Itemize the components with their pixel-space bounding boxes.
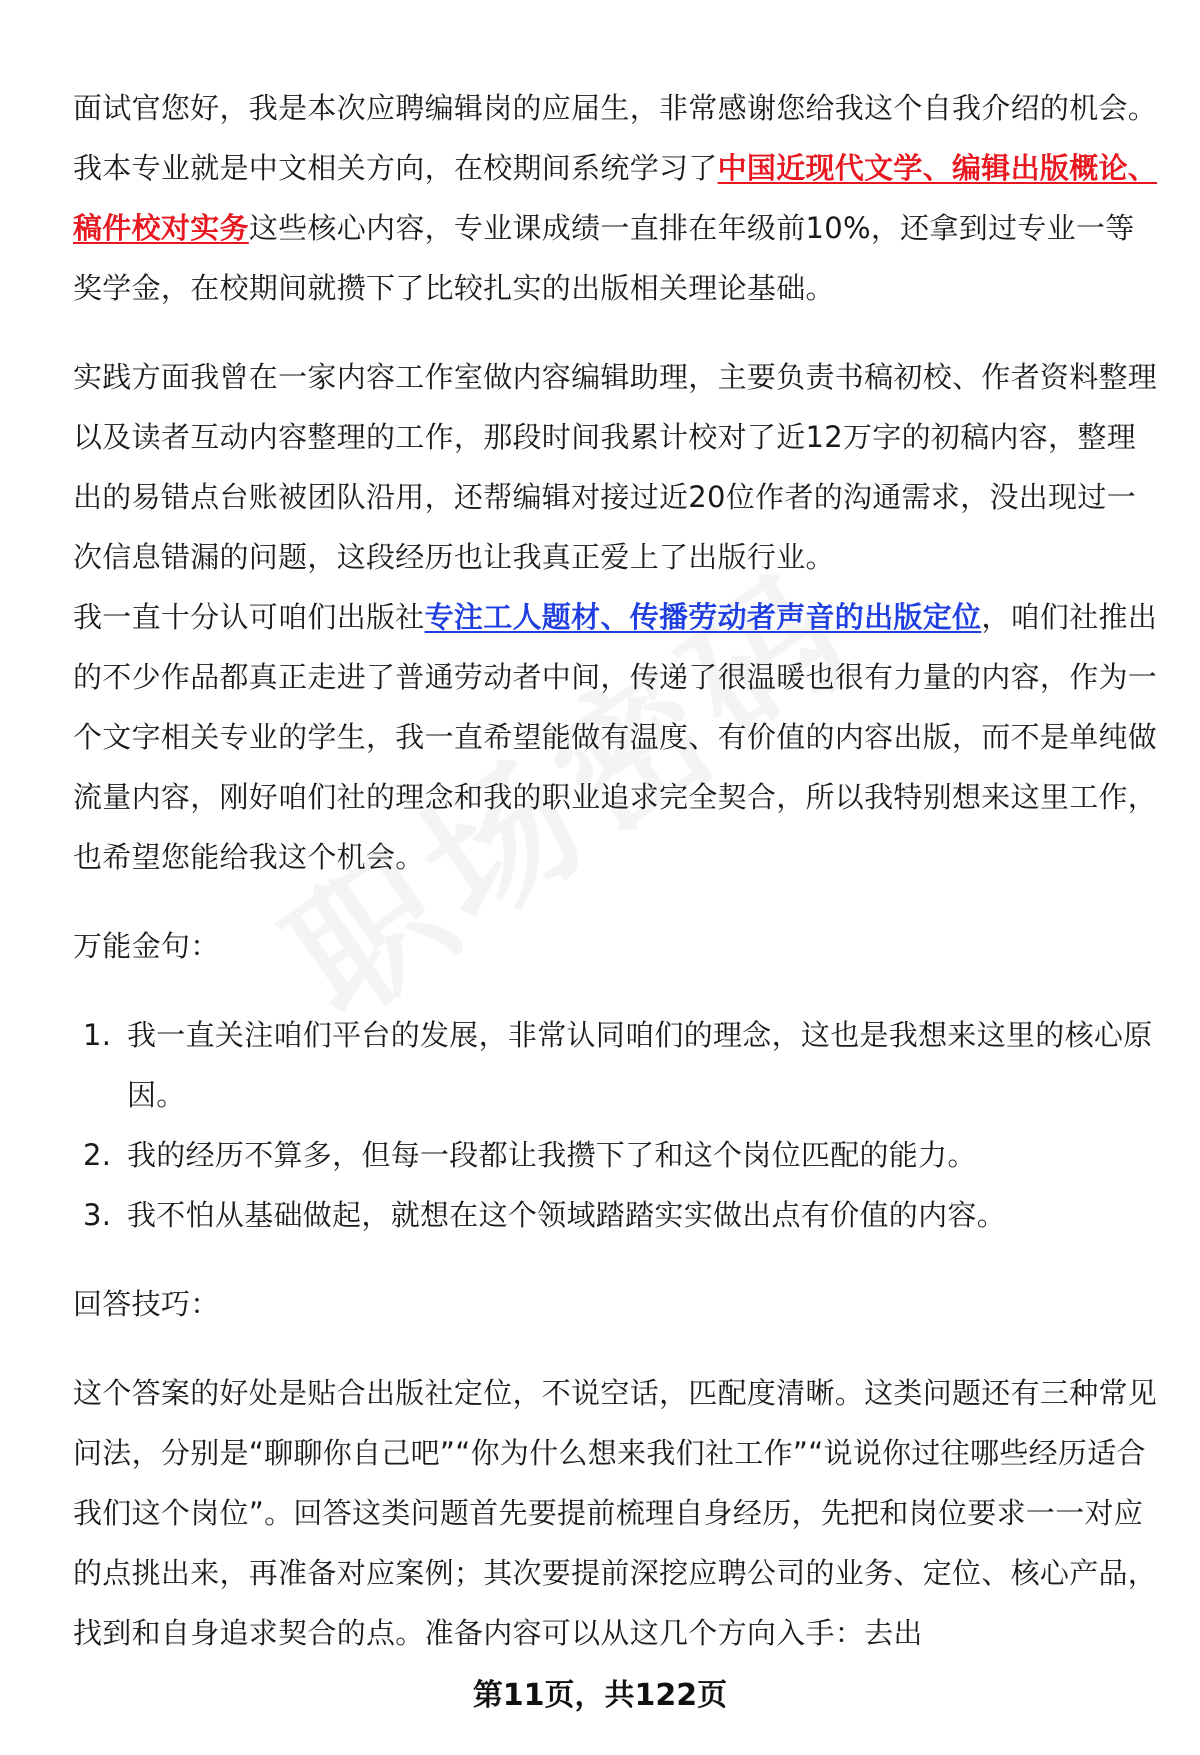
list-item-text: 我不怕从基础做起，就想在这个领域踏踏实实做出点有价值的内容。 <box>127 1198 1007 1232</box>
practice-paragraph: 实践方面我曾在一家内容工作室做内容编辑助理，主要负责书稿初校、作者资料整理以及读者互动内容整理的工作，那段时间我累计校对了近12万字的初稿内容，整理出的易错点台账被团队沿用，还帮编辑对接过近20位作者的沟通需求，没出现过一次信息错漏的问题，这段经历也让我真正爱上了出版行业。 <box>73 360 1158 574</box>
list-item <box>73 1185 1158 1245</box>
motivation-text-before: 我一直十分认可咱们出版社 <box>73 600 425 634</box>
tips-heading: 回答技巧： <box>73 1287 220 1321</box>
intro-text-after: 这些核心内容，专业课成绩一直排在年级前10%，还拿到过专业一等奖学金，在校期间就攒下了比较扎实的出版相关理论基础。 <box>73 211 1135 305</box>
motivation-text-after: ，咱们社推出的不少作品都真正走进了普通劳动者中间，传递了很温暖也很有力量的内容，作为一个文字相关专业的学生，我一直希望能做有温度、有价值的内容出版，而不是单纯做流量内容，刚好咱们社的理念和我的职业追求完全契合，所以我特别想来这里工作，也希望您能给我这个机会。 <box>73 600 1158 874</box>
motivation-paragraph <box>73 587 1158 887</box>
list-item-number: 2. <box>83 1138 112 1172</box>
golden-heading: 万能金句： <box>73 929 220 963</box>
tips-paragraph: 这个答案的好处是贴合出版社定位，不说空话，匹配度清晰。这类问题还有三种常见问法，分别是“聊聊你自己吧”“你为什么想来我们社工作”“说说你过往哪些经历适合我们这个岗位”。回答这类问题首先要提前梳理自身经历，先把和岗位要求一一对应的点挑出来，再准备对应案例；其次要提前深挖应聘公司的业务、定位、核心产品，找到和自身追求契合的点。准备内容可以从这几个方向入手：去出 <box>73 1376 1158 1650</box>
document-body <box>73 78 1158 1663</box>
page-footer: 第11页，共122页 <box>472 1678 728 1713</box>
list-item-number: 1. <box>83 1018 112 1052</box>
list-item-text: 我一直关注咱们平台的发展，非常认同咱们的理念，这也是我想来这里的核心原因。 <box>127 1018 1153 1112</box>
list-item-number: 3. <box>83 1198 112 1232</box>
intro-highlight: 中国近现代文学、编辑出版概论、稿件校对实务 <box>73 151 1158 245</box>
golden-list <box>73 1005 1158 1245</box>
list-item <box>73 1005 1158 1125</box>
intro-text-before: 面试官您好，我是本次应聘编辑岗的应届生，非常感谢您给我这个自我介绍的机会。我本专业就是中文相关方向，在校期间系统学习了 <box>73 91 1158 185</box>
intro-paragraph <box>73 78 1158 318</box>
list-item <box>73 1125 1158 1185</box>
list-item-text: 我的经历不算多，但每一段都让我攒下了和这个岗位匹配的能力。 <box>127 1138 977 1172</box>
motivation-highlight: 专注工人题材、传播劳动者声音的出版定位 <box>424 600 982 634</box>
